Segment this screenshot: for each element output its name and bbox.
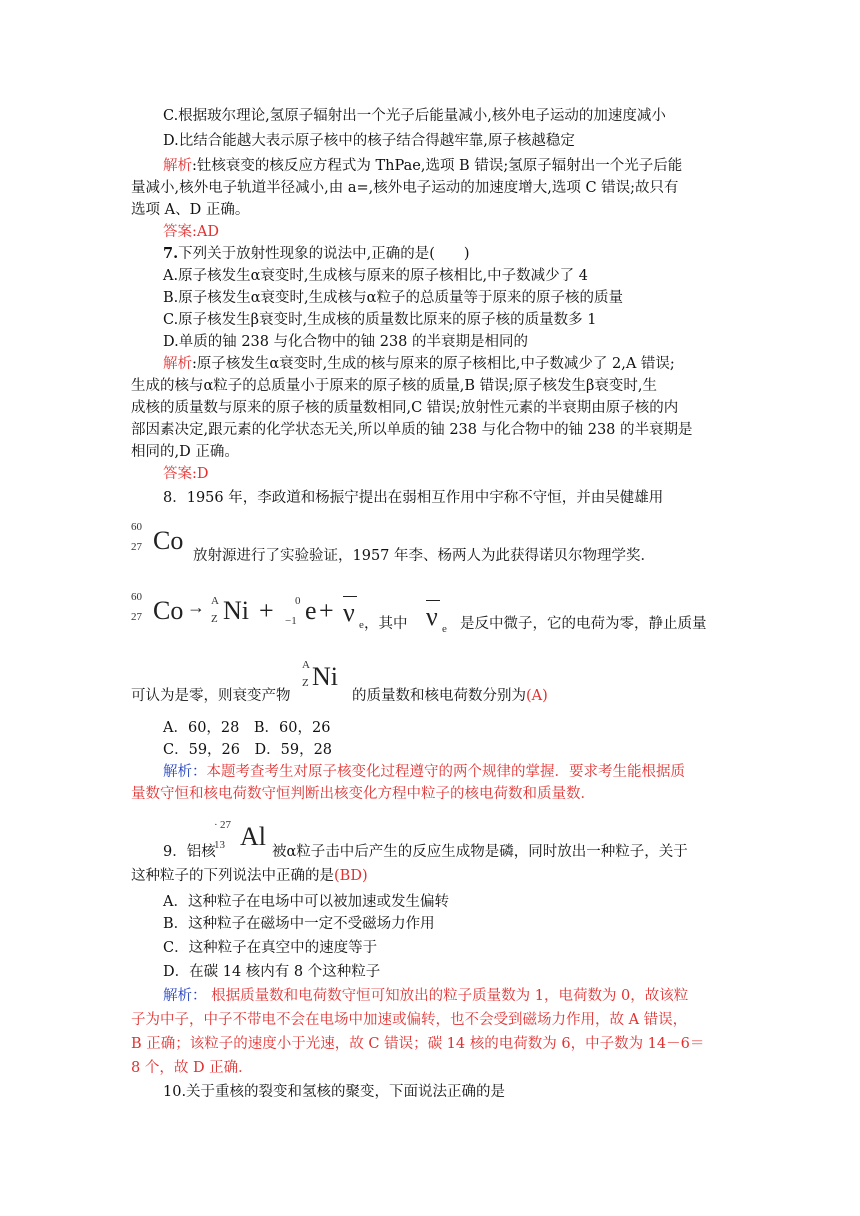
q7-explanation-text-1: :原子核发生α衰变时,生成的核与原来的原子核相比,中子数减少了 2,A 错误; <box>192 356 675 372</box>
q7-option-c: C.原子核发生β衰变时,生成核的质量数比原来的原子核的质量数多 1 <box>163 312 597 328</box>
eq-co-symbol: Co <box>153 596 184 625</box>
q8-explanation-line-2: 量数守恒和核电荷数守恒判断出核变化方程中粒子的核电荷数和质量数． <box>131 786 595 802</box>
q7-answer: 答案:D <box>163 466 209 482</box>
q7-explanation-line-2: 生成的核与α粒子的总质量小于原来的原子核的质量,B 错误;原子核发生β衰变时,生 <box>131 378 658 394</box>
antineutrino-nu: ν <box>426 602 438 631</box>
q9-line-2a: 这种粒子的下列说法中正确的是 <box>131 868 334 884</box>
q9-line-2 <box>131 866 691 886</box>
q7-stem: 下列关于放射性现象的说法中,正确的是( ) <box>178 246 470 262</box>
antineutrino-symbol <box>424 600 454 640</box>
co-mass-number: 60 <box>131 521 142 533</box>
q6-explanation-line-3: 选项 A、D 正确。 <box>131 202 250 218</box>
antineutrino-sub: e <box>442 623 447 635</box>
q9-line-1b: 被α粒子击中后产生的反应生成物是磷，同时放出一种粒子，关于 <box>272 844 688 860</box>
q8-line-3b: 是反中微子，它的电荷为零，静止质量 <box>460 616 707 632</box>
eq-ni-mass: A <box>211 595 219 607</box>
q8-line-4a: 可认为是零，则衰变产物 <box>131 688 291 704</box>
q7-option-d: D.单质的铀 238 与化合物中的铀 238 的半衰期是相同的 <box>163 334 529 350</box>
q9-line-1a: 9．铝核 <box>163 844 216 860</box>
q6-option-c: C.根据玻尔理论,氢原子辐射出一个光子后能量减小,核外电子运动的加速度减小 <box>163 108 666 124</box>
q8-explanation-label: 解析： <box>163 764 207 780</box>
cobalt-nuclide-1 <box>131 522 191 562</box>
q7-number: 7. <box>163 245 179 262</box>
al-symbol: Al <box>240 822 266 851</box>
q8-line-1: 8．1956 年，李政道和杨振宁提出在弱相互作用中宇称不守恒，并由吴健雄用 <box>163 490 664 506</box>
q9-explanation-text-1: 根据质量数和电荷数守恒可知放出的粒子质量数为 1，电荷数为 0，故该粒 <box>206 988 689 1004</box>
eq-ni-symbol: Ni <box>223 596 249 625</box>
q7-explanation-line-4: 部因素决定,跟元素的化学状态无关,所以单质的铀 238 与化合物中的铀 238 的半衰期是 <box>131 422 693 438</box>
q7-explanation-line-5: 相同的,D 正确。 <box>131 444 239 460</box>
q9-explanation-line-1 <box>163 986 723 1006</box>
eq-electron-symbol: e <box>305 596 317 625</box>
q7-explanation-line-3: 成核的质量数与原来的原子核的质量数相同,C 错误;放射性元素的半衰期由原子核的内 <box>131 400 679 416</box>
q10-stem: 10.关于重核的裂变和氢核的聚变，下面说法正确的是 <box>163 1084 506 1100</box>
co-charge-number: 27 <box>131 541 142 553</box>
q8-explanation-text-1: 本题考查考生对原子核变化过程遵守的两个规律的掌握．要求考生能根据质 <box>206 764 685 780</box>
q7-explanation-label: 解析 <box>163 356 192 372</box>
q6-explanation-label: 解析 <box>163 158 192 174</box>
q9-explanation-line-4: 8 个，故 D 正确． <box>131 1060 253 1076</box>
q8-options-cd: C．59，26 D．59，28 <box>163 742 333 758</box>
q8-options-ab: A．60，28 B．60，26 <box>163 720 331 736</box>
q6-explanation-line-2: 量减小,核外电子轨道半径减小,由 a=,核外电子运动的加速度增大,选项 C 错误;故只有 <box>131 180 679 196</box>
q8-line-2: 放射源进行了实验验证，1957 年李、杨两人为此获得诺贝尔物理学奖． <box>193 548 656 564</box>
aluminum-nuclide <box>214 818 274 858</box>
q8-explanation-line-1 <box>163 762 723 782</box>
q7-option-b: B.原子核发生α衰变时,生成核与α粒子的总质量等于原来的原子核的质量 <box>163 290 623 306</box>
q6-explanation-line-1 <box>163 156 723 176</box>
q7-explanation-line-1 <box>163 354 723 374</box>
q9-explanation-line-2: 子为中子，中子不带电不会在电场中加速或偏转，也不会受到磁场力作用，故 A 错误， <box>131 1012 688 1028</box>
eq-antineutrino-sub: e <box>359 619 364 631</box>
q9-answer: (BD) <box>334 868 368 884</box>
q8-line-4-tail <box>352 686 732 706</box>
eq-ni-charge: Z <box>211 613 218 625</box>
q9-option-a: A．这种粒子在电场中可以被加速或发生偏转 <box>163 894 449 910</box>
co-symbol: Co <box>153 526 184 555</box>
eq-co-charge: 27 <box>131 611 142 623</box>
q9-option-c: C．这种粒子在真空中的速度等于 <box>163 940 378 956</box>
ni-charge-number: Z <box>302 677 309 689</box>
ni-mass-number: A <box>302 659 310 671</box>
q6-answer: 答案:AD <box>163 224 219 240</box>
eq-plus-2: + <box>319 596 334 625</box>
al-mass-number: 27 <box>220 819 231 831</box>
q9-explanation-label: 解析： <box>163 988 207 1004</box>
eq-electron-charge: −1 <box>285 615 297 627</box>
nickel-nuclide <box>302 660 350 700</box>
q9-option-d: D．在碳 14 核内有 8 个这种粒子 <box>163 964 381 980</box>
q8-line-4b: 的质量数和核电荷数分别为 <box>352 688 526 704</box>
q9-explanation-line-3: B 正确；该粒子的速度小于光速，故 C 错误；碳 14 核的电荷数为 6，中子数为 14－6＝ <box>131 1036 705 1052</box>
eq-electron-mass: 0 <box>295 595 301 607</box>
eq-plus-1: + <box>259 596 274 625</box>
q8-answer: (A) <box>526 688 548 704</box>
q9-option-b: B．这种粒子在磁场中一定不受磁场力作用 <box>163 916 435 932</box>
eq-antineutrino-symbol: ν <box>343 598 355 627</box>
al-dot: · <box>214 819 218 831</box>
q6-explanation-text-1: :钍核衰变的核反应方程式为 ThPae,选项 B 错误;氢原子辐射出一个光子后能 <box>192 158 683 174</box>
ni-symbol: Ni <box>312 662 338 691</box>
q7-option-a: A.原子核发生α衰变时,生成核与原来的原子核相比,中子数减少了 4 <box>163 268 588 284</box>
q6-option-d: D.比结合能越大表示原子核中的核子结合得越牢靠,原子核越稳定 <box>163 133 575 149</box>
q7-stem-line <box>163 244 723 264</box>
reaction-arrow-icon: → <box>187 597 205 617</box>
al-charge-number: 13 <box>214 839 225 851</box>
eq-co-mass: 60 <box>131 591 142 603</box>
q8-line-3a: ，其中 <box>364 616 408 632</box>
